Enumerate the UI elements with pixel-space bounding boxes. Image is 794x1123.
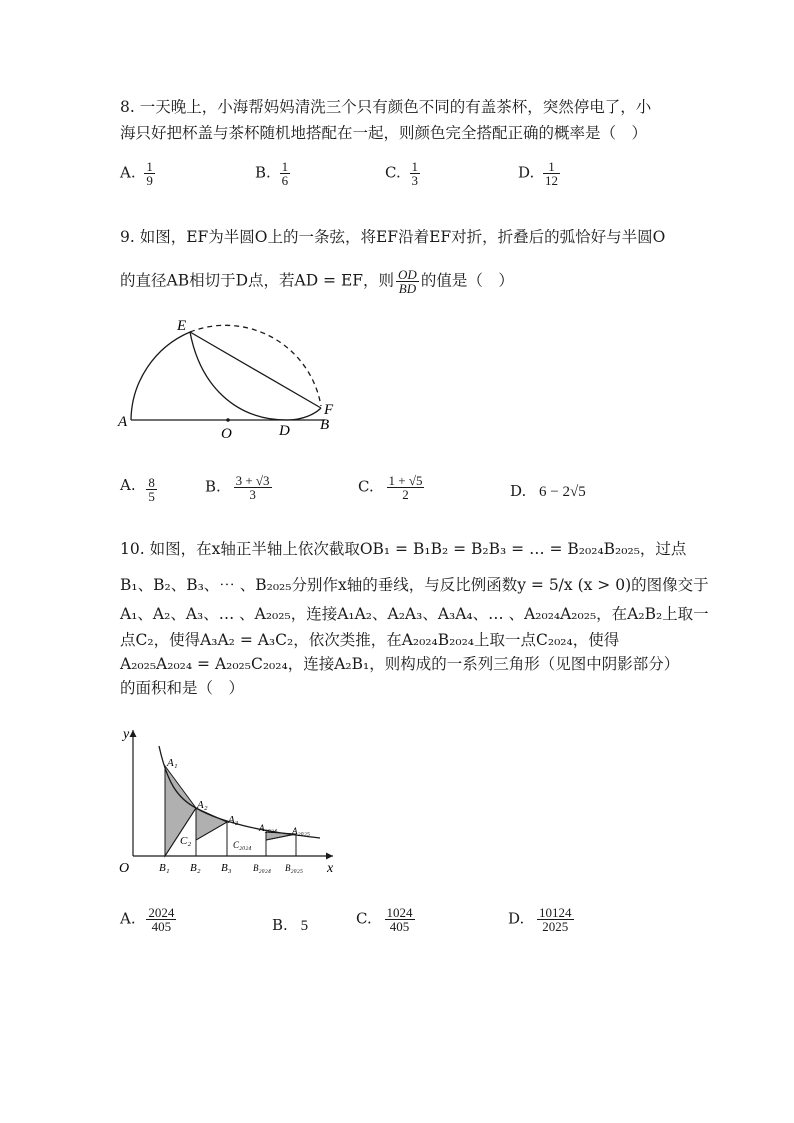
label-a: A bbox=[118, 414, 128, 430]
label-c2024: C₂₀₂₄ bbox=[233, 840, 252, 850]
origin-label: O bbox=[119, 861, 130, 876]
q9-option-d[interactable]: D. 6 − 2√5 bbox=[510, 482, 586, 500]
q9-option-a[interactable]: A. $\frac{8}{5}$ bbox=[120, 475, 155, 504]
label-a2024: A₂₀₂₄ bbox=[259, 823, 278, 833]
q8-stem-line1: 8. 一天晚上，小海帮妈妈清洗三个只有颜色不同的有盖茶杯，突然停电了，小 bbox=[120, 98, 652, 116]
q10-option-d[interactable]: D. $\frac{10124}{2025}$ bbox=[508, 905, 572, 934]
q8-option-c[interactable]: C. $\frac{1}{3}$ bbox=[385, 159, 418, 188]
fraction: $\frac{1024}{405}$ bbox=[386, 905, 413, 934]
q10-option-a[interactable]: A. $\frac{2024}{405}$ bbox=[120, 905, 175, 934]
label-o: O bbox=[221, 426, 232, 442]
fraction: $\frac{1}{9}$ bbox=[146, 159, 153, 188]
q10-option-c[interactable]: C. $\frac{1024}{405}$ bbox=[356, 905, 413, 934]
axis-x-label: x bbox=[327, 861, 334, 876]
label-a2: A₂ bbox=[197, 799, 208, 811]
q9-option-c[interactable]: C. $\frac{1 + √5}{2}$ bbox=[358, 473, 423, 502]
label-a2025: A₂₀₂₅ bbox=[292, 826, 311, 836]
q10-stem-line1: 10. 如图，在x轴正半轴上依次截取OB₁ = B₁B₂ = B₂B₃ = … = B₂₀₂₄B₂₀₂₅，过点 bbox=[120, 540, 687, 558]
q10-figure-inverse-function bbox=[115, 722, 345, 882]
q10-stem-line3: A₁、A₂、A₃、… 、A₂₀₂₅，连接A₁A₂、A₂A₃、A₃A₄、… 、A₂₀₂₄A₂₀₂₅，在A₂B₂上取一 bbox=[120, 605, 709, 623]
q8-option-b[interactable]: B. $\frac{1}{6}$ bbox=[255, 159, 289, 188]
label-b2025: B₂₀₂₅ bbox=[285, 863, 304, 873]
fraction: $\frac{8}{5}$ bbox=[148, 475, 155, 504]
q10-stem-line6: 的面积和是（ ） bbox=[120, 679, 245, 697]
label-b2024: B₂₀₂₄ bbox=[253, 863, 272, 873]
q9-stem-line1: 9. 如图，EF为半圆O上的一条弦，将EF沿着EF对折，折叠后的弧恰好与半圆O bbox=[120, 228, 666, 246]
label-a1: A₁ bbox=[167, 757, 178, 769]
q8-option-a[interactable]: A. $\frac{1}{9}$ bbox=[120, 159, 153, 188]
fraction-od-bd: $\frac{OD}{BD}$ bbox=[398, 267, 417, 296]
q8-stem-line2: 海只好把杯盖与茶杯随机地搭配在一起，则颜色完全搭配正确的概率是（ ） bbox=[120, 124, 648, 142]
label-f: F bbox=[324, 402, 334, 418]
label-b: B bbox=[320, 417, 330, 433]
label-c2: C₂ bbox=[180, 835, 192, 847]
q10-stem-line4: 点C₂，使得A₃A₂ = A₃C₂，依次类推，在A₂₀₂₄B₂₀₂₄上取一点C₂₀₂₄，使得 bbox=[120, 631, 620, 649]
label-b3: B₃ bbox=[221, 862, 232, 874]
q9-stem-line2: 的直径AB相切于D点，若AD = EF，则 $\frac{OD}{BD}$ 的值是（ ） bbox=[120, 267, 514, 296]
fraction: $\frac{1}{12}$ bbox=[545, 159, 559, 188]
fraction: $\frac{1}{3}$ bbox=[411, 159, 418, 188]
fraction: $\frac{1 + √5}{2}$ bbox=[388, 473, 423, 502]
fraction: $\frac{1}{6}$ bbox=[281, 159, 289, 188]
fraction: $\frac{3 + √3}{3}$ bbox=[235, 473, 270, 502]
label-b2: B₂ bbox=[190, 862, 201, 874]
q8-option-d[interactable]: D. $\frac{1}{12}$ bbox=[518, 159, 559, 188]
label-a3: A₃ bbox=[228, 814, 239, 826]
q10-option-b[interactable]: B. 5 bbox=[272, 916, 309, 934]
label-b1: B₁ bbox=[159, 862, 170, 874]
fraction: $\frac{10124}{2025}$ bbox=[539, 905, 572, 934]
q9-figure-semicircle bbox=[115, 310, 350, 445]
q10-stem-line2: B₁、B₂、B₃、⋯ 、B₂₀₂₅分别作x轴的垂线，与反比例函数y = 5/x (x > 0)的图像交于 bbox=[120, 576, 709, 594]
label-d: D bbox=[279, 423, 290, 439]
axis-y-label: y bbox=[123, 727, 130, 742]
fraction: $\frac{2024}{405}$ bbox=[148, 905, 175, 934]
label-e: E bbox=[177, 318, 187, 334]
q10-stem-line5: A₂₀₂₅A₂₀₂₄ = A₂₀₂₅C₂₀₂₄，连接A₂B₁，则构成的一系列三角形（见图中阴影部分） bbox=[120, 655, 680, 673]
q9-option-b[interactable]: B. $\frac{3 + √3}{3}$ bbox=[205, 473, 270, 502]
